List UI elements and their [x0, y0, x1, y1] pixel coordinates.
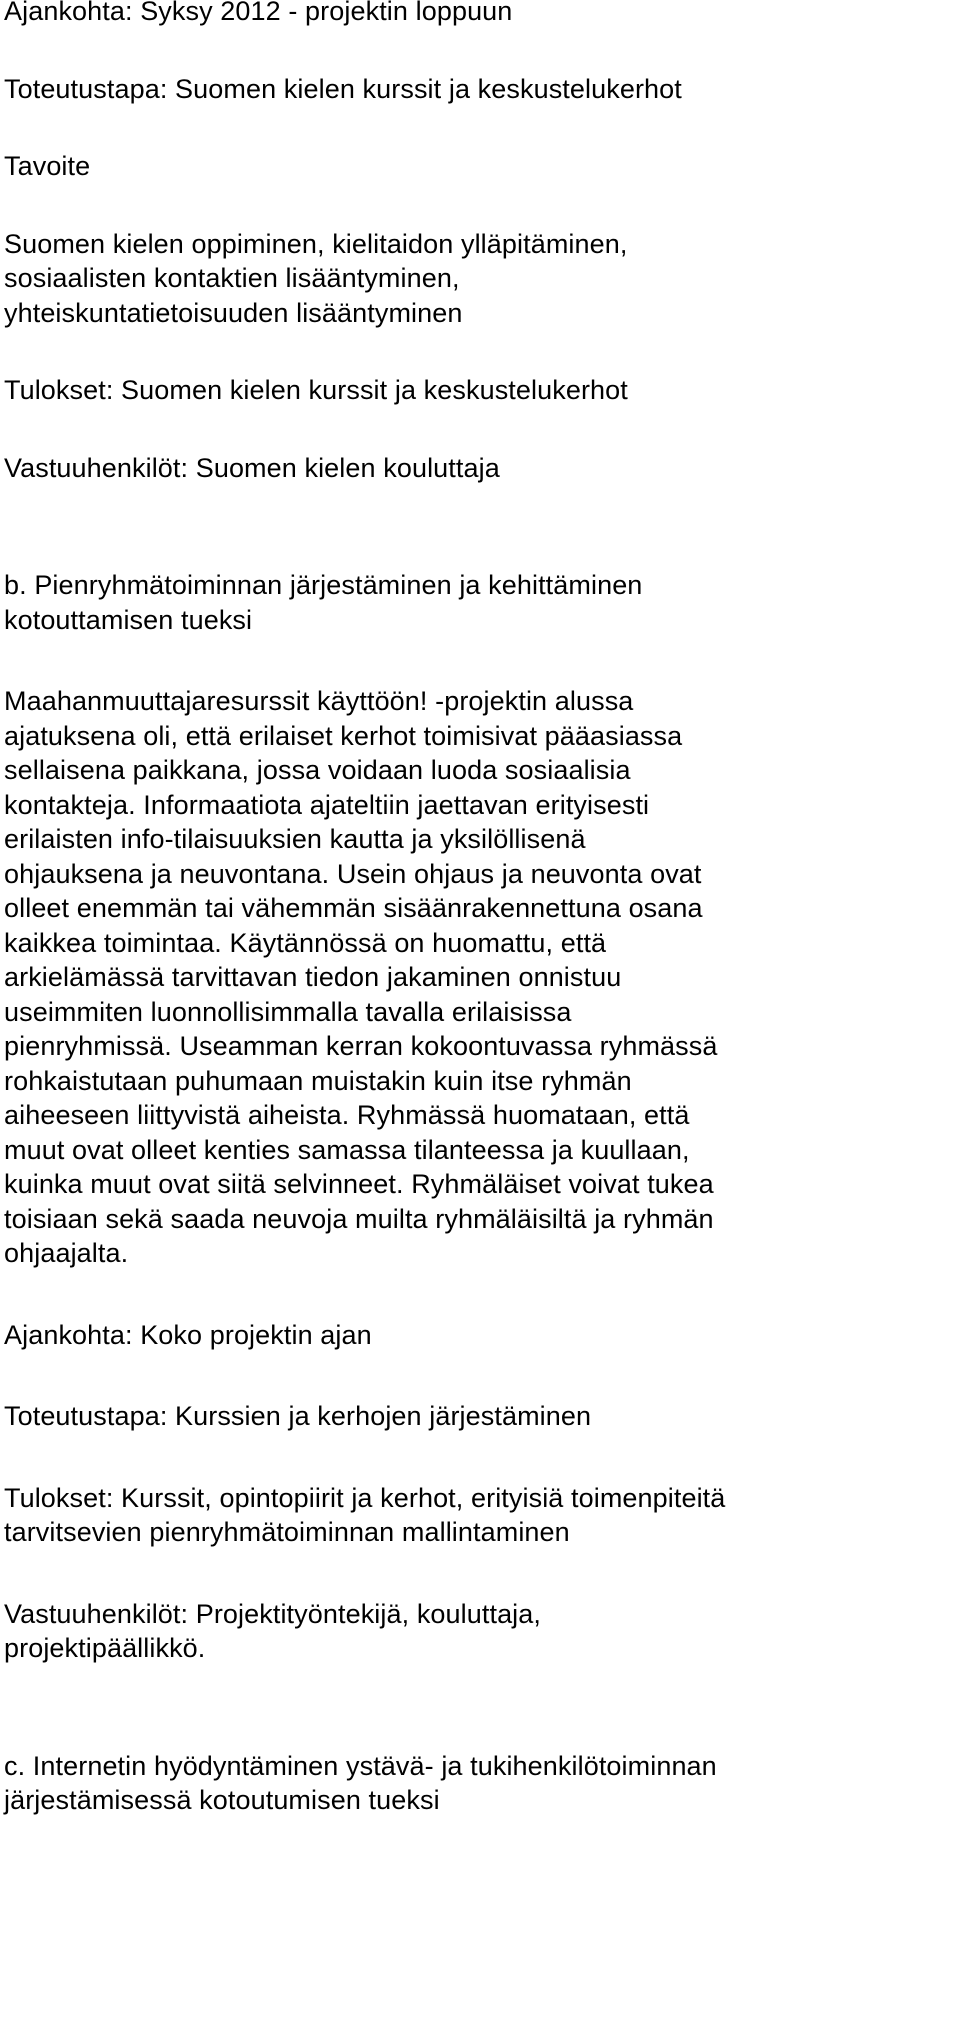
section-b-heading-line: kotouttamisen tueksi: [4, 604, 253, 635]
section-c-heading-line: c. Internetin hyödyntäminen ystävä- ja tukihenkilötoiminnan: [4, 1750, 717, 1781]
body-line: olleet enemmän tai vähemmän sisäänrakennettuna osana: [4, 893, 703, 923]
goal-line: yhteiskuntatietoisuuden lisääntyminen: [4, 297, 463, 328]
responsible-line: projektipäällikkö.: [4, 1633, 206, 1663]
results-line: tarvitsevien pienryhmätoiminnan mallintaminen: [4, 1517, 570, 1547]
section-b-heading: [4, 568, 958, 637]
body-line: rohkaistutaan puhumaan muistakin kuin itse ryhmän: [4, 1065, 632, 1096]
responsible-paragraph-b: [4, 1597, 958, 1666]
goal-heading: [4, 149, 958, 184]
body-line: kuinka muut ovat siitä selvinneet. Ryhmäläiset voivat tukea: [4, 1169, 714, 1199]
results-paragraph-b: [4, 1481, 958, 1550]
implementation-line-b: [4, 1399, 958, 1434]
schedule-text: Ajankohta: Syksy 2012 - projektin loppuun: [4, 0, 513, 26]
implementation-line-a: [4, 72, 958, 107]
section-b-heading-line: b. Pienryhmätoiminnan järjestäminen ja kehittäminen: [4, 570, 643, 600]
body-line: kontakteja. Informaatiota ajateltiin jaettavan erityisesti: [4, 789, 650, 820]
section-b-body: [4, 684, 958, 1271]
body-line: ohjaajalta.: [4, 1238, 129, 1268]
section-c-heading: [4, 1749, 958, 1818]
section-c-heading-line: järjestämisessä kotoutumisen tueksi: [4, 1785, 440, 1815]
schedule-text: Ajankohta: Koko projektin ajan: [4, 1319, 372, 1350]
results-text: Tulokset: Suomen kielen kurssit ja keskustelukerhot: [4, 375, 628, 405]
body-line: arkielämässä tarvittavan tiedon jakaminen onnistuu: [4, 962, 622, 992]
body-line: muut ovat olleet kenties samassa tilanteessa ja kuullaan,: [4, 1134, 690, 1165]
goal-line: sosiaalisten kontaktien lisääntyminen,: [4, 263, 460, 293]
responsible-line-a: [4, 451, 958, 486]
results-line-a: [4, 373, 958, 408]
body-line: pienryhmissä. Useamman kerran kokoontuvassa ryhmässä: [4, 1031, 718, 1061]
goal-heading-text: Tavoite: [4, 151, 91, 181]
responsible-text: Vastuuhenkilöt: Suomen kielen kouluttaja: [4, 452, 500, 483]
schedule-line-b: [4, 1318, 958, 1353]
body-line: ajatuksena oli, että erilaiset kerhot toimisivat pääasiassa: [4, 720, 683, 751]
body-line: sellaisena paikkana, jossa voidaan luoda sosiaalisia: [4, 755, 631, 785]
goal-line: Suomen kielen oppiminen, kielitaidon ylläpitäminen,: [4, 228, 628, 259]
responsible-line: Vastuuhenkilöt: Projektityöntekijä, kouluttaja,: [4, 1598, 542, 1629]
results-line: Tulokset: Kurssit, opintopiirit ja kerhot, erityisiä toimenpiteitä: [4, 1482, 726, 1513]
body-line: ohjauksena ja neuvontana. Usein ohjaus ja neuvonta ovat: [4, 858, 702, 889]
body-line: kaikkea toimintaa. Käytännössä on huomattu, että: [4, 927, 607, 958]
implementation-text: Toteutustapa: Kurssien ja kerhojen järjestäminen: [4, 1401, 592, 1431]
body-line: toisiaan sekä saada neuvoja muilta ryhmäläisiltä ja ryhmän: [4, 1203, 714, 1234]
body-line: aiheeseen liittyvistä aiheista. Ryhmässä huomataan, että: [4, 1100, 690, 1130]
implementation-text: Toteutustapa: Suomen kielen kurssit ja keskustelukerhot: [4, 73, 682, 104]
body-line: useimmiten luonnollisimmalla tavalla erilaisissa: [4, 996, 572, 1027]
schedule-line-a: [4, 0, 958, 29]
body-line: erilaisten info-tilaisuuksien kautta ja yksilöllisenä: [4, 824, 586, 854]
goal-paragraph: [4, 227, 958, 331]
body-line: Maahanmuuttajaresurssit käyttöön! -projektin alussa: [4, 686, 634, 716]
